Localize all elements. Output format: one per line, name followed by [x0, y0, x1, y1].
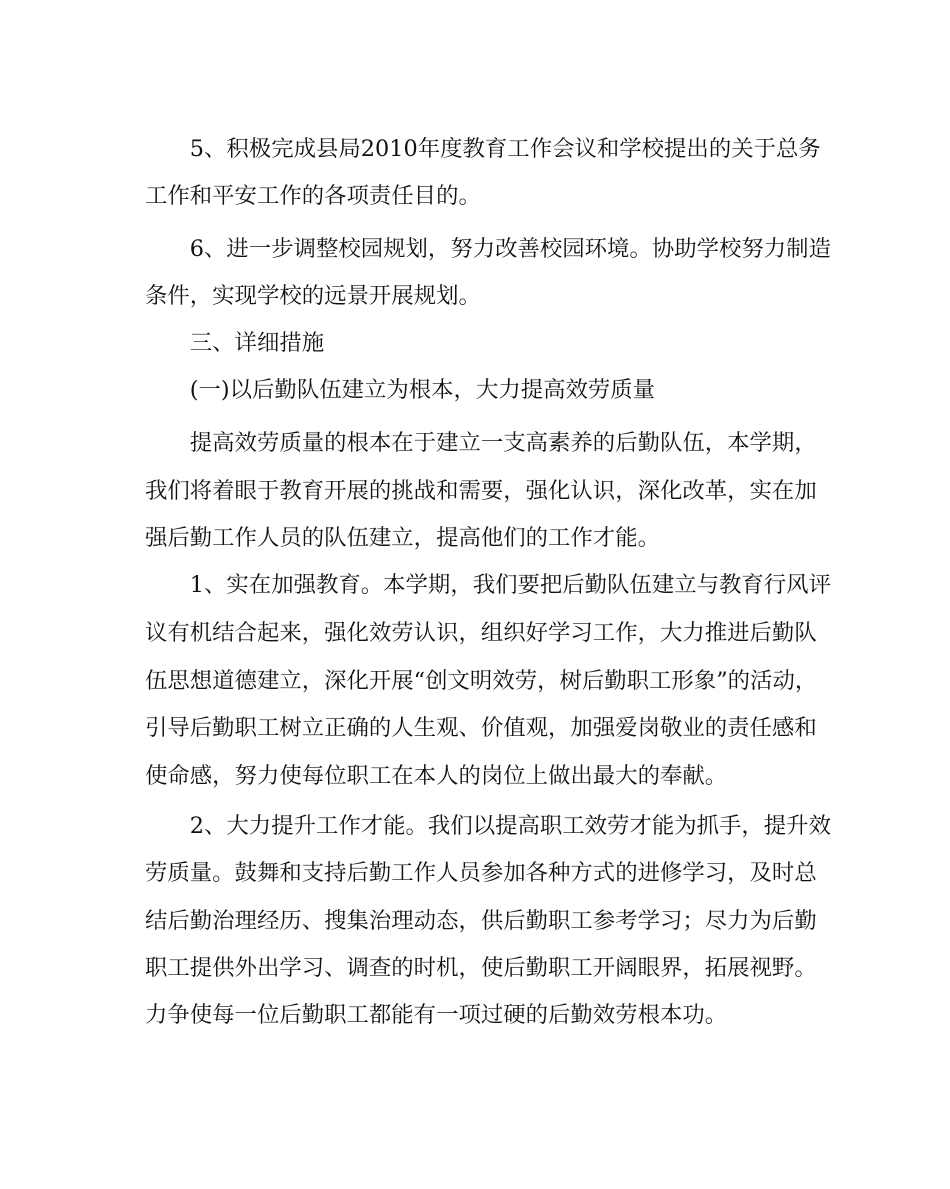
- text-line: 强后勤工作人员的队伍建立，提高他们的工作才能。: [145, 525, 660, 551]
- text-line: 5、积极完成县局2010年度教育工作会议和学校提出的关于总务: [145, 136, 821, 162]
- text-line: 劳质量。鼓舞和支持后勤工作人员参加各种方式的进修学习，及时总: [145, 860, 817, 886]
- text-line: 力争使每一位后勤职工都能有一项过硬的后勤效劳根本功。: [145, 1002, 728, 1028]
- text-line: 提高效劳质量的根本在于建立一支高素养的后勤队伍，本学期，: [145, 430, 817, 456]
- text-line: 2、大力提升工作才能。我们以提高职工效劳才能为抓手，提升效: [145, 813, 831, 839]
- text-line: 伍思想道德建立，深化开展“创文明效劳，树后勤职工形象”的活动，: [145, 668, 818, 694]
- text-line: 条件，实现学校的远景开展规划。: [145, 283, 481, 309]
- text-line: 结后勤治理经历、搜集治理动态，供后勤职工参考学习；尽力为后勤: [145, 908, 817, 934]
- text-line: 6、进一步调整校园规划，努力改善校园环境。协助学校努力制造: [145, 236, 831, 262]
- text-line: 议有机结合起来，强化效劳认识，组织好学习工作，大力推进后勤队: [145, 620, 817, 646]
- text-line: 工作和平安工作的各项责任目的。: [145, 183, 481, 209]
- text-line: 引导后勤职工树立正确的人生观、价值观，加强爱岗敬业的责任感和: [145, 715, 817, 741]
- text-line: 使命感，努力使每位职工在本人的岗位上做出最大的奉献。: [145, 763, 728, 789]
- section-heading: 三、详细措施: [145, 330, 325, 356]
- text-line: 1、实在加强教育。本学期，我们要把后勤队伍建立与教育行风评: [145, 572, 831, 598]
- text-line: 我们将着眼于教育开展的挑战和需要，强化认识，深化改革，实在加: [145, 478, 817, 504]
- text-line: 职工提供外出学习、调查的时机，使后勤职工开阔眼界，拓展视野。: [145, 955, 817, 981]
- subsection-heading: (一)以后勤队伍建立为根本，大力提高效劳质量: [145, 377, 656, 403]
